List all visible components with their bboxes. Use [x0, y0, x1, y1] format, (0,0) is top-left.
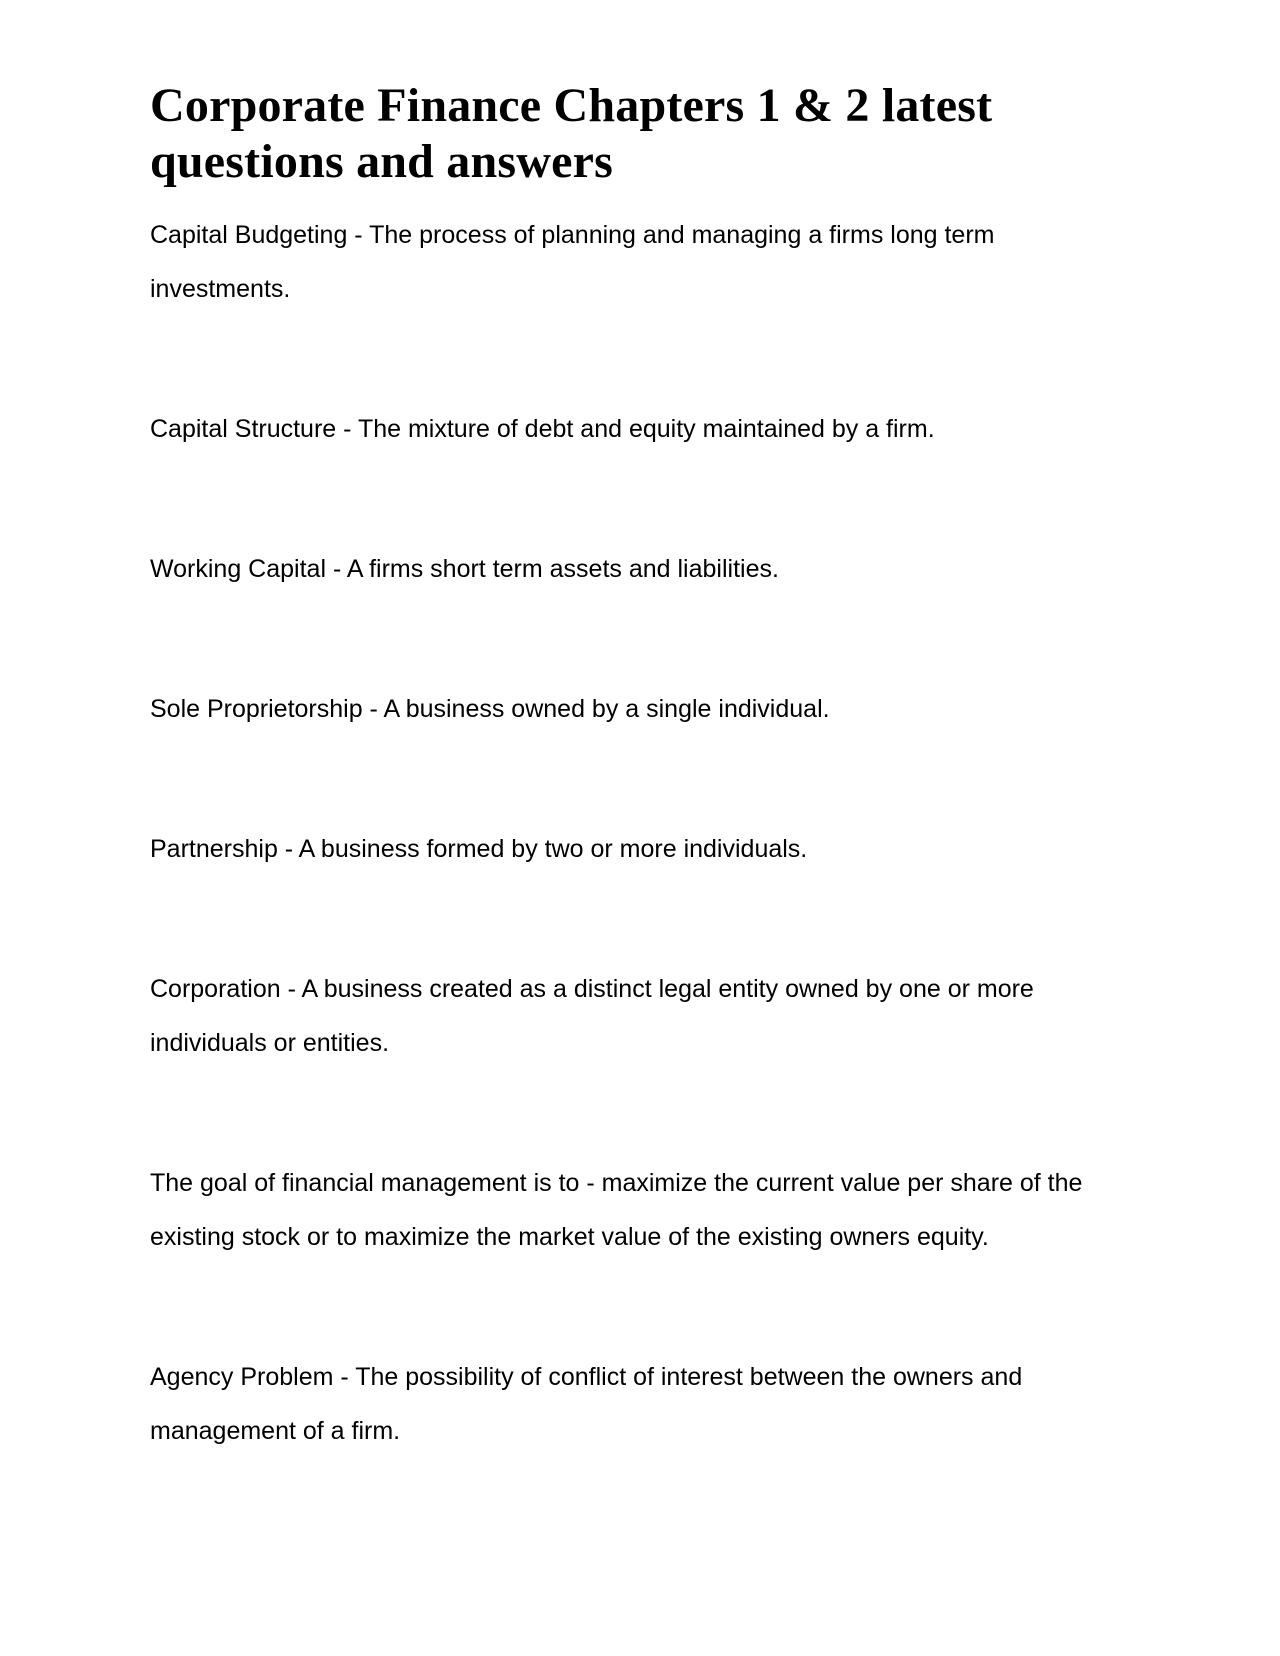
qa-entry: Sole Proprietorship - A business owned by a single individual.	[150, 695, 830, 723]
qa-entry: Partnership - A business formed by two or more individuals.	[150, 835, 808, 863]
qa-entry: Agency Problem - The possibility of conflict of interest between the owners and management of a firm.	[150, 1363, 1023, 1445]
qa-entry: Capital Structure - The mixture of debt and equity maintained by a firm.	[150, 415, 935, 443]
qa-entry: Capital Budgeting - The process of planning and managing a firms long term investments.	[150, 221, 995, 303]
document-title: Corporate Finance Chapters 1 & 2 latest questions and answers	[150, 79, 993, 188]
qa-entry: The goal of financial management is to - maximize the current value per share of the existing stock or to maximize the market value of the existing owners equity.	[150, 1169, 1083, 1251]
document-page	[150, 78, 1130, 1458]
qa-entry: Corporation - A business created as a distinct legal entity owned by one or more individuals or entities.	[150, 975, 1034, 1057]
qa-entry: Working Capital - A firms short term assets and liabilities.	[150, 555, 779, 583]
qa-list	[150, 208, 1130, 1458]
